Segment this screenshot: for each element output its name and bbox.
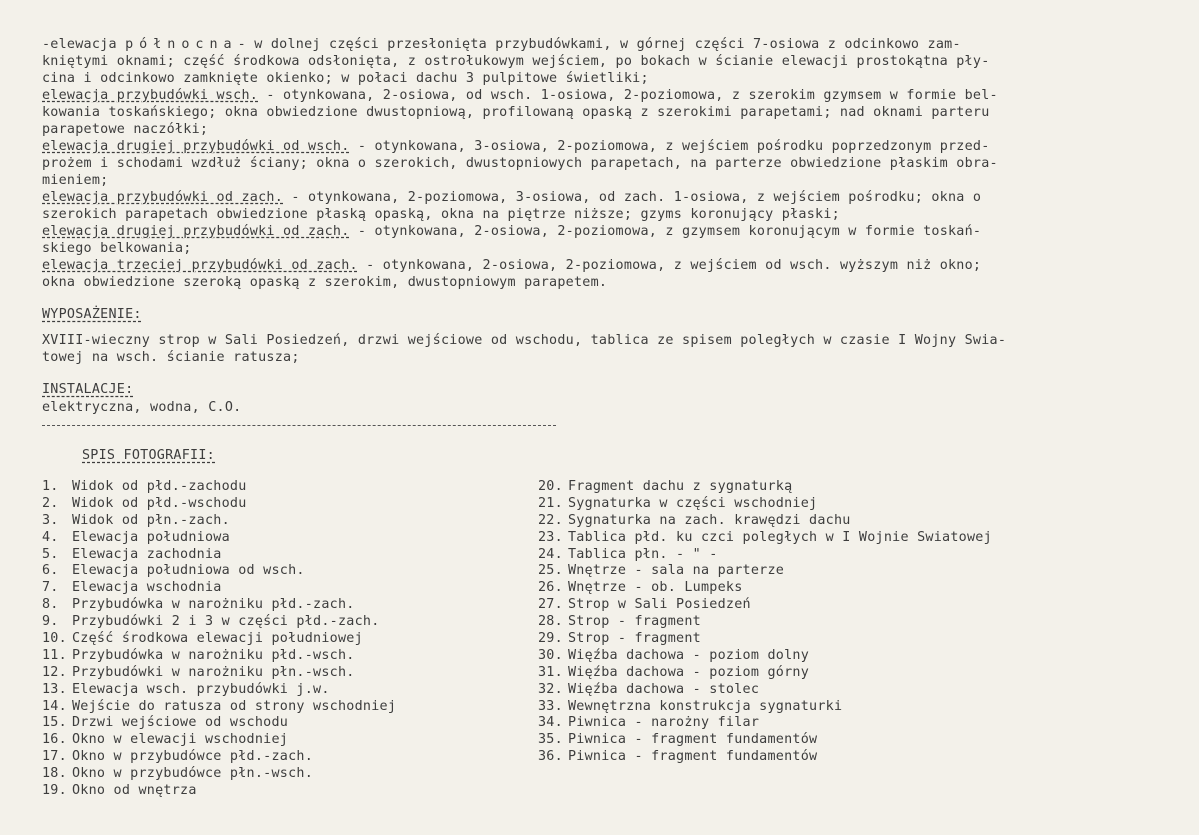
photo-caption: Przybudówki 2 i 3 w części płd.-zach. <box>72 614 380 630</box>
photo-number: 14. <box>42 698 67 714</box>
elevation-heading: elewacja trzeciej przybudówki od zach. <box>42 258 358 273</box>
photo-caption: Elewacja południowa <box>72 529 230 545</box>
photo-number: 2. <box>42 495 59 511</box>
photo-list-item <box>538 495 1158 512</box>
description-line <box>42 257 1182 274</box>
description-line <box>42 274 1182 291</box>
photo-number: 21. <box>538 495 563 511</box>
photo-caption: Okno w przybudówce płn.-wsch. <box>72 766 314 782</box>
photo-number: 36. <box>538 749 563 765</box>
photo-number: 8. <box>42 597 59 613</box>
photo-caption: Widok od płd.-wschodu <box>72 495 247 511</box>
description-line <box>42 240 1182 257</box>
photo-caption: Więźba dachowa - poziom dolny <box>568 647 810 663</box>
description-text: prożem i schodami wzdłuż ściany; okna o szerokich, dwustopniowych parapetach, na parterze obwiedzione płaskim obra- <box>42 156 998 171</box>
description-line <box>42 70 1182 87</box>
equipment-heading: WYPOSAŻENIE: <box>42 307 142 322</box>
photo-caption: Więźba dachowa - poziom górny <box>568 664 810 680</box>
photo-list-item <box>538 647 1158 664</box>
description-line <box>42 138 1182 155</box>
elevation-heading: elewacja przybudówki od zach. <box>42 190 284 205</box>
photo-number: 35. <box>538 732 563 748</box>
description-text: kniętymi oknami; część środkowa odsłonięta, z ostrołukowym wejściem, po bokach w ścianie elewacji prostokątna pły- <box>42 54 990 69</box>
photo-caption: Okno w elewacji wschodniej <box>72 732 289 748</box>
photo-caption: Piwnica - narożny filar <box>568 715 760 731</box>
photo-number: 6. <box>42 563 59 579</box>
description-text: skiego belkowania; <box>42 241 192 256</box>
photo-list-item <box>538 630 1158 647</box>
photo-number: 16. <box>42 732 67 748</box>
description-line <box>42 87 1182 104</box>
photo-number: 27. <box>538 597 563 613</box>
installations-heading: INSTALACJE: <box>42 382 134 397</box>
photo-list-item <box>42 714 522 731</box>
elevation-heading: elewacja przybudówki wsch. <box>42 88 259 103</box>
photo-list-item <box>42 731 522 748</box>
photo-list-item <box>42 529 522 546</box>
photo-caption: Piwnica - fragment fundamentów <box>568 749 818 765</box>
photo-caption: Piwnica - fragment fundamentów <box>568 732 818 748</box>
photo-caption: Elewacja wsch. przybudówki j.w. <box>72 681 330 697</box>
photo-list-item <box>42 495 522 512</box>
photo-list-item <box>538 478 1158 495</box>
photo-list-item <box>42 596 522 613</box>
photo-number: 24. <box>538 546 563 562</box>
photo-number: 30. <box>538 647 563 663</box>
photo-number: 31. <box>538 664 563 680</box>
photo-list-item <box>42 748 522 765</box>
photo-caption: Wewnętrzna konstrukcja sygnaturki <box>568 698 843 714</box>
photo-caption: Fragment dachu z sygnaturką <box>568 479 793 494</box>
photo-list-item <box>538 731 1158 748</box>
description-line <box>42 53 1182 70</box>
photo-caption: Wnętrze - sala na parterze <box>568 563 785 579</box>
photo-caption: Sygnaturka na zach. krawędzi dachu <box>568 512 851 528</box>
photo-caption: Elewacja południowa od wsch. <box>72 563 305 579</box>
photo-list-left <box>42 478 522 799</box>
description-line <box>42 104 1182 121</box>
description-text: okna obwiedzione szeroką opaską z szerokim, dwustopniowym parapetem. <box>42 275 608 290</box>
photo-list-item <box>538 546 1158 563</box>
photo-caption: Strop w Sali Posiedzeń <box>568 597 751 613</box>
description-line <box>42 155 1182 172</box>
photo-list-item <box>538 529 1158 546</box>
elevation-heading: elewacja drugiej przybudówki od zach. <box>42 224 350 239</box>
dashed-divider <box>42 425 556 426</box>
photo-list-item <box>42 765 522 782</box>
photo-list-item <box>42 579 522 596</box>
photo-number: 33. <box>538 698 563 714</box>
equipment-line-1: XVIII-wieczny strop w Sali Posiedzeń, drzwi wejściowe od wschodu, tablica ze spisem poległych w czasie I Wojny Swia- <box>42 333 1007 348</box>
description-line <box>42 206 1182 223</box>
equipment-section <box>42 306 1006 366</box>
photo-caption: Przybudówki w narożniku płn.-wsch. <box>72 664 355 680</box>
photo-number: 1. <box>42 479 59 494</box>
photo-list-item <box>42 546 522 563</box>
photo-caption: Okno w przybudówce płd.-zach. <box>72 749 314 765</box>
description-line <box>42 121 1182 138</box>
photo-list-item <box>538 596 1158 613</box>
photo-number: 18. <box>42 766 67 782</box>
photo-list-right <box>538 478 1158 765</box>
photo-list-item <box>538 664 1158 681</box>
photo-list-item <box>538 512 1158 529</box>
description-line <box>42 36 1182 53</box>
description-text: - otynkowana, 2-osiowa, 2-poziomowa, z gzymsem koronującym w formie toskań- <box>349 224 982 239</box>
photo-caption: Elewacja zachodnia <box>72 546 222 562</box>
photo-caption: Wejście do ratusza od strony wschodniej <box>72 698 397 714</box>
elevation-name-spaced: północna <box>125 37 238 52</box>
photo-list-item <box>538 562 1158 579</box>
photo-number: 7. <box>42 580 59 596</box>
photo-caption: Część środkowa elewacji południowej <box>72 631 363 647</box>
installations-line: elektryczna, wodna, C.O. <box>42 400 242 415</box>
photo-number: 28. <box>538 614 563 630</box>
photo-number: 3. <box>42 512 59 528</box>
description-text: cina i odcinkowo zamknięte okienko; w połaci dachu 3 pulpitowe świetliki; <box>42 71 649 86</box>
photo-list-heading: SPIS FOTOGRAFII: <box>82 448 215 463</box>
photo-number: 19. <box>42 783 67 799</box>
photo-list-item <box>42 512 522 529</box>
installations-section <box>42 381 241 416</box>
photo-list-item <box>538 681 1158 698</box>
photo-number: 11. <box>42 647 67 663</box>
description-text: szerokich parapetach obwiedzione płaską opaską, okna na piętrze niższe; gzyms koronujący płaski; <box>42 207 840 222</box>
photo-caption: Strop - fragment <box>568 631 701 647</box>
photo-number: 29. <box>538 631 563 647</box>
photo-list-item <box>42 782 522 799</box>
photo-number: 22. <box>538 512 563 528</box>
photo-list-item <box>42 664 522 681</box>
equipment-line-2: towej na wsch. ścianie ratusza; <box>42 350 300 365</box>
photo-number: 13. <box>42 681 67 697</box>
description-text: - otynkowana, 2-osiowa, od wsch. 1-osiowa, 2-poziomowa, z szerokim gzymsem w formie bel- <box>258 88 998 103</box>
photo-number: 15. <box>42 715 67 731</box>
description-text: - w dolnej części przesłonięta przybudówkami, w górnej części 7-osiowa z odcinkowo zam- <box>237 37 961 52</box>
photo-number: 17. <box>42 749 67 765</box>
description-text: mieniem; <box>42 173 109 188</box>
description-text: parapetowe naczółki; <box>42 122 209 137</box>
photo-number: 9. <box>42 614 59 630</box>
photo-caption: Drzwi wejściowe od wschodu <box>72 715 289 731</box>
photo-caption: Więźba dachowa - stolec <box>568 681 760 697</box>
photo-list-item <box>42 698 522 715</box>
photo-number: 32. <box>538 681 563 697</box>
description-line <box>42 223 1182 240</box>
photo-number: 4. <box>42 529 59 545</box>
photo-caption: Przybudówka w narożniku płd.-zach. <box>72 597 355 613</box>
photo-caption: Elewacja wschodnia <box>72 580 222 596</box>
photo-list-item <box>42 681 522 698</box>
photo-number: 10. <box>42 631 67 647</box>
photo-number: 5. <box>42 546 59 562</box>
photo-list-item <box>42 562 522 579</box>
photo-number: 23. <box>538 529 563 545</box>
photo-list-item <box>538 579 1158 596</box>
photo-list-item <box>538 613 1158 630</box>
description-text: kowania toskańskiego; okna obwiedzione dwustopniową, profilowaną opaską z szerokimi parapetami; nad oknami parteru <box>42 105 990 120</box>
photo-caption: Tablica płd. ku czci poległych w I Wojnie Swiatowej <box>568 529 992 545</box>
photo-number: 25. <box>538 563 563 579</box>
photo-caption: Sygnaturka w części wschodniej <box>568 495 818 511</box>
photo-caption: Okno od wnętrza <box>72 783 197 799</box>
photo-caption: Widok od płn.-zach. <box>72 512 230 528</box>
description-text: -elewacja <box>42 37 126 52</box>
photo-list-item <box>538 714 1158 731</box>
photo-number: 12. <box>42 664 67 680</box>
photo-number: 26. <box>538 580 563 596</box>
photo-number: 34. <box>538 715 563 731</box>
description-line <box>42 172 1182 189</box>
description-text: - otynkowana, 3-osiowa, 2-poziomowa, z wejściem pośrodku poprzedzonym przed- <box>349 139 990 154</box>
description-text: - otynkowana, 2-poziomowa, 3-osiowa, od zach. 1-osiowa, z wejściem pośrodku; okna o <box>283 190 982 205</box>
photo-caption: Tablica płn. - " - <box>568 546 718 562</box>
photo-caption: Widok od płd.-zachodu <box>72 479 247 494</box>
photo-list-item <box>42 647 522 664</box>
photo-caption: Wnętrze - ob. Lumpeks <box>568 580 743 596</box>
description-line <box>42 189 1182 206</box>
photo-list-item <box>538 698 1158 715</box>
photo-list-item <box>42 630 522 647</box>
photo-caption: Przybudówka w narożniku płd.-wsch. <box>72 647 355 663</box>
description-text: - otynkowana, 2-osiowa, 2-poziomowa, z wejściem od wsch. wyższym niż okno; <box>357 258 982 273</box>
photo-list-item <box>42 478 522 495</box>
photo-list-item <box>42 613 522 630</box>
photo-list-item <box>538 748 1158 765</box>
photo-number: 20. <box>538 479 563 494</box>
photo-caption: Strop - fragment <box>568 614 701 630</box>
elevation-description <box>42 36 1182 291</box>
elevation-heading: elewacja drugiej przybudówki od wsch. <box>42 139 350 154</box>
